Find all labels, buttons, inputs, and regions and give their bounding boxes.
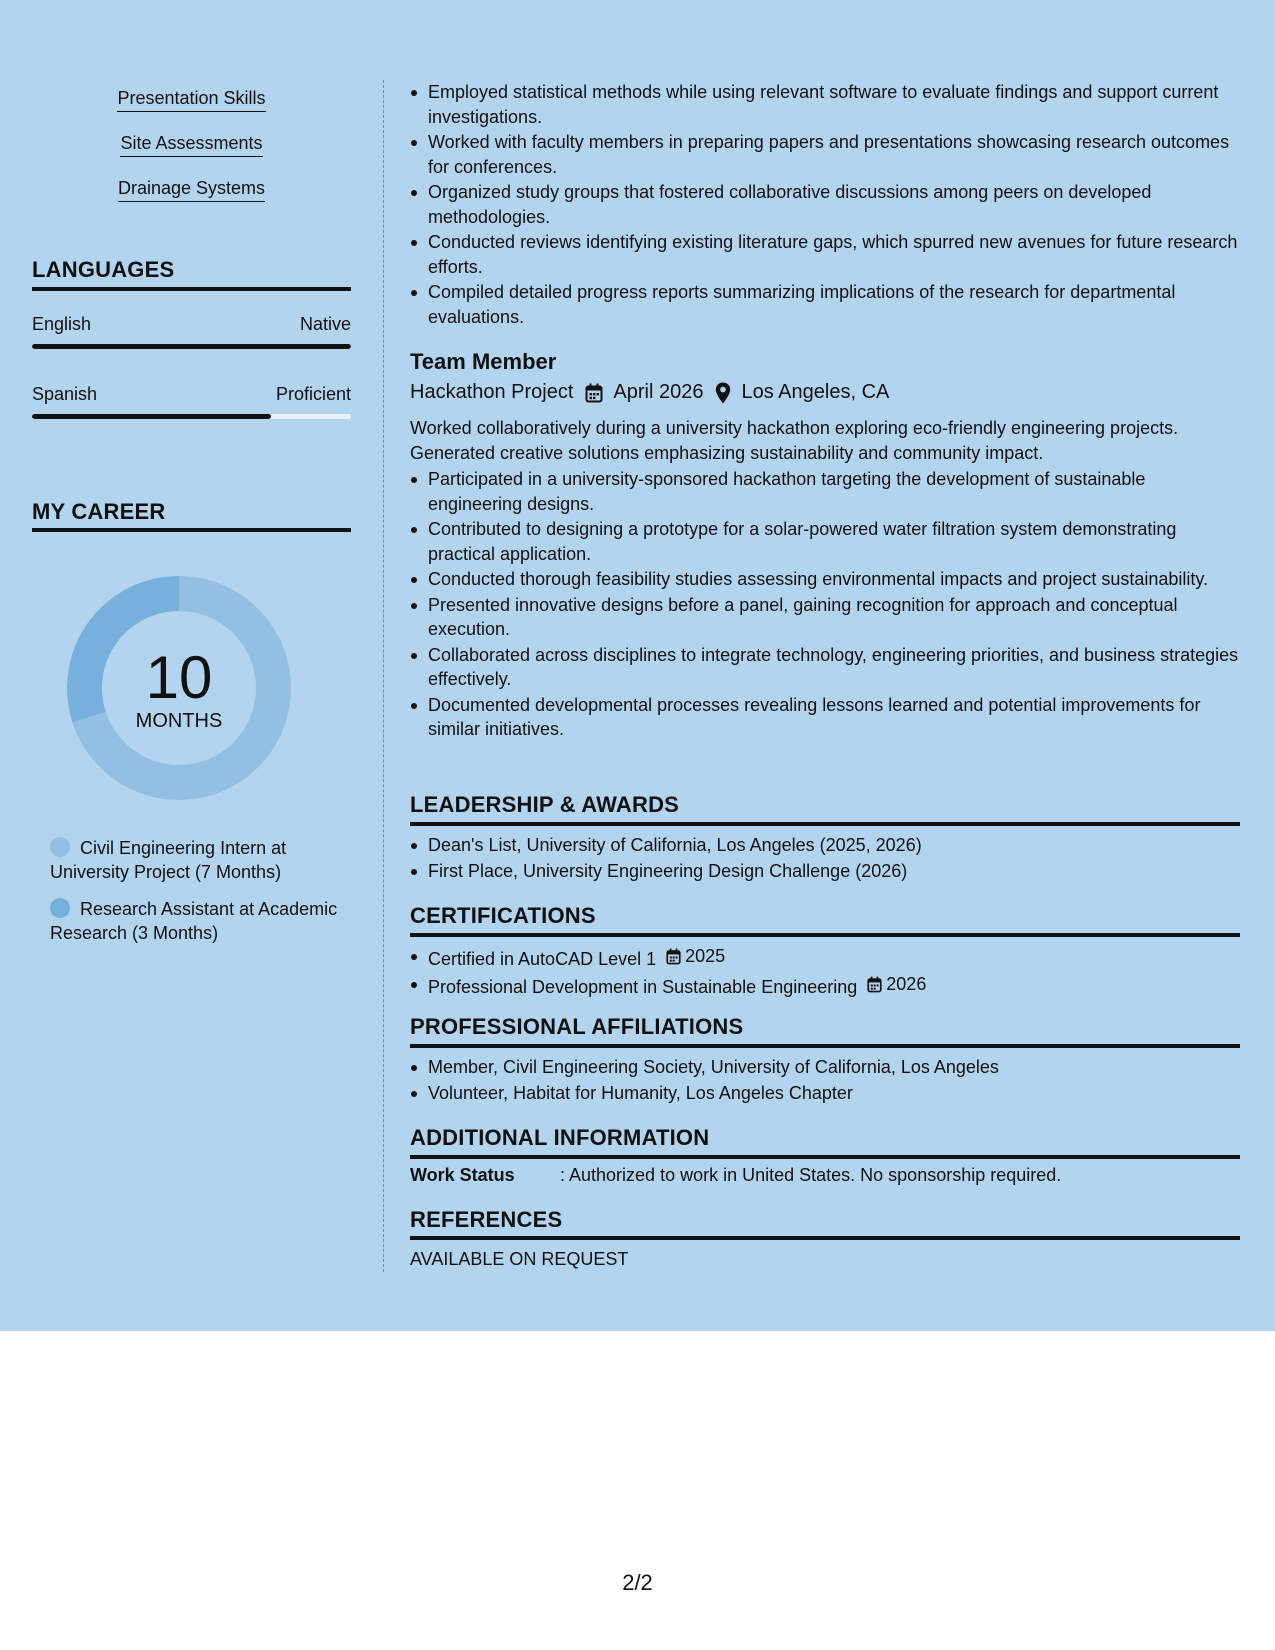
language-row: [32, 384, 351, 405]
calendar-icon: [666, 948, 681, 965]
list-item: Conducted thorough feasibility studies assessing environmental impacts and project sustainability.: [410, 567, 1240, 592]
list-item: [410, 972, 1240, 999]
certification-date: [867, 972, 926, 997]
career-legend-label: Research Assistant at Academic Research (3 Months): [50, 899, 338, 943]
career-heading: MY CAREER: [32, 499, 166, 524]
languages-heading: LANGUAGES: [32, 257, 175, 282]
section-rule: [410, 1236, 1240, 1240]
work-status-row: [410, 1165, 1061, 1186]
calendar-icon: [585, 383, 603, 403]
section-rule: [410, 933, 1240, 937]
section-rule: [32, 287, 351, 291]
career-total-number: 10: [145, 643, 213, 711]
donut-center: [67, 576, 291, 800]
career-legend-label: Civil Engineering Intern at University Project (7 Months): [50, 838, 287, 882]
language-level: Proficient: [275, 384, 351, 404]
list-item: [410, 944, 1240, 971]
certification-year: 2025: [685, 946, 726, 966]
section-rule: [410, 1044, 1240, 1048]
certifications-heading: CERTIFICATIONS: [410, 903, 596, 928]
language-bar-fill: [32, 414, 271, 419]
list-item: Organized study groups that fostered collaborative discussions among peers on developed methodologies.: [410, 180, 1240, 229]
list-item: Compiled detailed progress reports summarizing implications of the research for departmental evaluations.: [410, 280, 1240, 329]
list-item: Contributed to designing a prototype for a solar-powered water filtration system demonstrating practical application.: [410, 517, 1240, 566]
language-bar-fill: [32, 344, 351, 349]
affiliations-heading: PROFESSIONAL AFFILIATIONS: [410, 1014, 744, 1039]
list-item: First Place, University Engineering Design Challenge (2026): [410, 859, 1240, 884]
certification-year: 2026: [886, 974, 927, 995]
job-description: Worked collaboratively during a university hackathon exploring eco-friendly engineering projects. Generated creative solutions emphasizing sustainability and community impact.: [410, 418, 1179, 463]
calendar-icon: [867, 976, 882, 993]
section-rule: [410, 822, 1240, 826]
career-legend-item: [50, 836, 350, 884]
list-item: Dean's List, University of California, Los Angeles (2025, 2026): [410, 833, 1240, 858]
list-item: Worked with faculty members in preparing papers and presentations showcasing research outcomes for conferences.: [410, 130, 1240, 179]
list-item: Participated in a university-sponsored hackathon targeting the development of sustainable engineering designs.: [410, 467, 1240, 516]
language-name: Spanish: [32, 384, 98, 404]
job-meta: [410, 381, 889, 404]
list-item: Conducted reviews identifying existing literature gaps, which spurred new avenues for future research efforts.: [410, 230, 1240, 279]
section-rule: [32, 528, 351, 532]
certification-date: [666, 944, 725, 969]
list-item: Collaborated across disciplines to integrate technology, engineering priorities, and business strategies effectively.: [410, 643, 1240, 692]
list-item: Documented developmental processes revealing lessons learned and potential improvements for similar initiatives.: [410, 693, 1240, 742]
legend-dot: [50, 898, 70, 918]
language-row: [32, 314, 351, 335]
career-donut-chart: [67, 576, 291, 800]
job-date: April 2026: [613, 381, 704, 403]
language-bar: [32, 344, 351, 349]
skill-item: Drainage Systems: [32, 178, 351, 202]
leadership-heading: LEADERSHIP & AWARDS: [410, 792, 680, 817]
page-number: 2/2: [622, 1570, 653, 1595]
location-pin-icon: [715, 382, 731, 404]
career-legend-item: [50, 897, 350, 945]
leadership-list: [410, 833, 1240, 884]
references-heading: REFERENCES: [410, 1207, 563, 1232]
additional-info-heading: ADDITIONAL INFORMATION: [410, 1125, 710, 1150]
legend-dot: [50, 837, 70, 857]
skill-item: Site Assessments: [32, 133, 351, 157]
certifications-list: [410, 944, 1240, 1001]
certification-name: Certified in AutoCAD Level 1: [428, 948, 657, 969]
list-item: Volunteer, Habitat for Humanity, Los Angeles Chapter: [410, 1081, 1240, 1106]
career-total-unit: MONTHS: [135, 709, 223, 732]
language-level: Native: [299, 314, 351, 334]
team-bullet-list: [410, 467, 1240, 743]
references-text: AVAILABLE ON REQUEST: [410, 1249, 629, 1269]
skill-item: Presentation Skills: [32, 88, 351, 112]
affiliations-list: [410, 1055, 1240, 1106]
job-organization: Hackathon Project: [410, 381, 574, 403]
column-divider: [383, 80, 384, 1272]
list-item: Presented innovative designs before a panel, gaining recognition for approach and conceptual execution.: [410, 593, 1240, 642]
job-location: Los Angeles, CA: [741, 381, 890, 403]
language-name: English: [32, 314, 92, 334]
research-bullet-list: [410, 80, 1240, 330]
section-rule: [410, 1155, 1240, 1159]
work-status-value: : Authorized to work in United States. No sponsorship required.: [560, 1165, 1062, 1185]
work-status-label: Work Status: [410, 1165, 515, 1185]
language-bar: [32, 414, 351, 419]
list-item: Member, Civil Engineering Society, University of California, Los Angeles: [410, 1055, 1240, 1080]
job-title: Team Member: [410, 349, 557, 374]
certification-name: Professional Development in Sustainable Engineering: [428, 977, 858, 997]
list-item: Employed statistical methods while using relevant software to evaluate findings and support current investigations.: [410, 80, 1240, 129]
